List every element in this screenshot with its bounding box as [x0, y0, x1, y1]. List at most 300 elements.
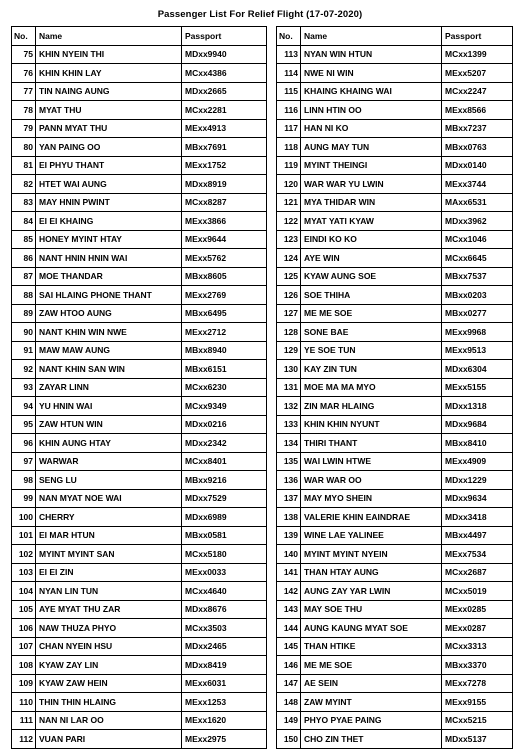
passenger-number: 90: [12, 323, 36, 342]
passenger-name: MYAT THU: [36, 101, 182, 120]
passport-number: MCxx5180: [182, 545, 267, 564]
passenger-number: 93: [12, 378, 36, 397]
passport-number: MExx9155: [442, 693, 513, 712]
passenger-name: THAN HTIKE: [301, 637, 442, 656]
passenger-name: EINDI KO KO: [301, 230, 442, 249]
passport-number: MBxx4497: [442, 526, 513, 545]
table-row: [12, 415, 267, 434]
passenger-number: 110: [12, 693, 36, 712]
passenger-number: 86: [12, 249, 36, 268]
passport-number: MBxx7237: [442, 119, 513, 138]
passport-number: MDxx5137: [442, 730, 513, 749]
passport-number: MExx9513: [442, 341, 513, 360]
passport-number: MCxx2281: [182, 101, 267, 120]
table-row: [12, 101, 267, 120]
passenger-name: THAN HTAY AUNG: [301, 563, 442, 582]
passport-number: MCxx1399: [442, 45, 513, 64]
table-header-row: [12, 27, 267, 46]
passenger-number: 89: [12, 304, 36, 323]
passenger-name: YE SOE TUN: [301, 341, 442, 360]
passenger-name: ME ME SOE: [301, 304, 442, 323]
table-row: [12, 637, 267, 656]
table-row: [12, 434, 267, 453]
passport-number: MDxx9684: [442, 415, 513, 434]
passport-number: MCxx3313: [442, 637, 513, 656]
passenger-name: AE SEIN: [301, 674, 442, 693]
passenger-name: MYA THIDAR WIN: [301, 193, 442, 212]
passport-number: MCxx3503: [182, 619, 267, 638]
passenger-number: 149: [277, 711, 301, 730]
passenger-name: SOE THIHA: [301, 286, 442, 305]
passport-number: MExx0033: [182, 563, 267, 582]
passport-number: MBxx7691: [182, 138, 267, 157]
passenger-name: KYAW ZAW HEIN: [36, 674, 182, 693]
passenger-name: WAR WAR OO: [301, 471, 442, 490]
header-name: Name: [36, 27, 182, 46]
passenger-name: YU HNIN WAI: [36, 397, 182, 416]
passenger-number: 106: [12, 619, 36, 638]
passenger-name: KHAING KHAING WAI: [301, 82, 442, 101]
passenger-number: 137: [277, 489, 301, 508]
passport-number: MCxx1046: [442, 230, 513, 249]
passenger-number: 104: [12, 582, 36, 601]
passenger-name: YAN PAING OO: [36, 138, 182, 157]
passenger-number: 100: [12, 508, 36, 527]
table-row: [277, 471, 513, 490]
passenger-number: 98: [12, 471, 36, 490]
passport-number: MExx7278: [442, 674, 513, 693]
table-row: [12, 341, 267, 360]
header-no: No.: [277, 27, 301, 46]
table-row: [277, 656, 513, 675]
passenger-number: 83: [12, 193, 36, 212]
table-row: [12, 286, 267, 305]
passenger-number: 97: [12, 452, 36, 471]
passenger-name: AYE WIN: [301, 249, 442, 268]
passenger-number: 123: [277, 230, 301, 249]
table-row: [12, 360, 267, 379]
table-row: [12, 563, 267, 582]
passport-number: MBxx7537: [442, 267, 513, 286]
table-row: [12, 693, 267, 712]
passenger-number: 127: [277, 304, 301, 323]
header-name: Name: [301, 27, 442, 46]
passport-number: MCxx8287: [182, 193, 267, 212]
passenger-name: WAR WAR YU LWIN: [301, 175, 442, 194]
table-row: [12, 656, 267, 675]
passenger-number: 126: [277, 286, 301, 305]
table-row: [277, 45, 513, 64]
table-row: [277, 156, 513, 175]
passenger-number: 79: [12, 119, 36, 138]
passenger-name: NAN MYAT NOE WAI: [36, 489, 182, 508]
table-row: [277, 397, 513, 416]
passenger-number: 105: [12, 600, 36, 619]
passport-number: MDxx8919: [182, 175, 267, 194]
header-passport: Passport: [442, 27, 513, 46]
passport-number: MExx0285: [442, 600, 513, 619]
passenger-number: 120: [277, 175, 301, 194]
passport-number: MExx4909: [442, 452, 513, 471]
passenger-number: 108: [12, 656, 36, 675]
passenger-name: VALERIE KHIN EAINDRAE: [301, 508, 442, 527]
passenger-name: KYAW AUNG SOE: [301, 267, 442, 286]
passenger-number: 80: [12, 138, 36, 157]
table-row: [277, 193, 513, 212]
passport-number: MCxx4640: [182, 582, 267, 601]
table-row: [277, 360, 513, 379]
passenger-table-right: [276, 26, 513, 749]
table-row: [12, 175, 267, 194]
table-row: [277, 508, 513, 527]
passenger-name: KHIN KHIN NYUNT: [301, 415, 442, 434]
passenger-name: NANT HNIN HNIN WAI: [36, 249, 182, 268]
passport-number: MExx9968: [442, 323, 513, 342]
table-row: [12, 397, 267, 416]
passport-number: MExx0287: [442, 619, 513, 638]
passport-number: MDxx9634: [442, 489, 513, 508]
passport-number: MExx8566: [442, 101, 513, 120]
passenger-name: KHIN AUNG HTAY: [36, 434, 182, 453]
passenger-name: WAI LWIN HTWE: [301, 452, 442, 471]
passenger-name: NYAN LIN TUN: [36, 582, 182, 601]
table-row: [277, 119, 513, 138]
passenger-number: 118: [277, 138, 301, 157]
table-row: [277, 415, 513, 434]
passport-number: MCxx9349: [182, 397, 267, 416]
table-row: [12, 674, 267, 693]
passenger-number: 141: [277, 563, 301, 582]
passport-number: MDxx0216: [182, 415, 267, 434]
table-row: [12, 156, 267, 175]
passport-number: MExx3744: [442, 175, 513, 194]
passport-number: MDxx0140: [442, 156, 513, 175]
table-row: [277, 323, 513, 342]
table-row: [12, 64, 267, 83]
passenger-name: NWE NI WIN: [301, 64, 442, 83]
passenger-name: LINN HTIN OO: [301, 101, 442, 120]
passport-number: MBxx0581: [182, 526, 267, 545]
table-row: [12, 45, 267, 64]
table-row: [277, 138, 513, 157]
passport-number: MDxx6989: [182, 508, 267, 527]
passenger-name: MAY HNIN PWINT: [36, 193, 182, 212]
passenger-name: VUAN PARI: [36, 730, 182, 749]
passenger-number: 107: [12, 637, 36, 656]
table-row: [12, 378, 267, 397]
passenger-number: 101: [12, 526, 36, 545]
passport-number: MExx7534: [442, 545, 513, 564]
passenger-name: EI EI ZIN: [36, 563, 182, 582]
passenger-name: KHIN NYEIN THI: [36, 45, 182, 64]
passenger-name: ZAYAR LINN: [36, 378, 182, 397]
passenger-number: 96: [12, 434, 36, 453]
table-row: [12, 138, 267, 157]
passport-number: MExx1620: [182, 711, 267, 730]
passenger-number: 119: [277, 156, 301, 175]
passport-number: MExx6031: [182, 674, 267, 693]
passenger-number: 124: [277, 249, 301, 268]
passport-number: MBxx6495: [182, 304, 267, 323]
passenger-name: KAY ZIN TUN: [301, 360, 442, 379]
passenger-number: 91: [12, 341, 36, 360]
passenger-number: 140: [277, 545, 301, 564]
passenger-name: NANT KHIN WIN NWE: [36, 323, 182, 342]
passport-number: MDxx3418: [442, 508, 513, 527]
passenger-number: 109: [12, 674, 36, 693]
passport-number: MDxx1318: [442, 397, 513, 416]
table-row: [277, 619, 513, 638]
passport-number: MAxx6531: [442, 193, 513, 212]
passenger-name: ZAW MYINT: [301, 693, 442, 712]
passport-number: MDxx1229: [442, 471, 513, 490]
passenger-name: THIRI THANT: [301, 434, 442, 453]
passenger-number: 133: [277, 415, 301, 434]
passport-number: MCxx2247: [442, 82, 513, 101]
table-row: [277, 286, 513, 305]
passenger-name: NYAN WIN HTUN: [301, 45, 442, 64]
table-row: [12, 323, 267, 342]
passport-number: MExx5155: [442, 378, 513, 397]
passenger-name: MAW MAW AUNG: [36, 341, 182, 360]
passenger-name: SONE BAE: [301, 323, 442, 342]
passenger-number: 85: [12, 230, 36, 249]
passport-number: MBxx8605: [182, 267, 267, 286]
passenger-name: AYE MYAT THU ZAR: [36, 600, 182, 619]
passenger-number: 134: [277, 434, 301, 453]
table-row: [277, 674, 513, 693]
table-row: [277, 378, 513, 397]
passport-number: MCxx6230: [182, 378, 267, 397]
passport-number: MExx2975: [182, 730, 267, 749]
table-row: [277, 267, 513, 286]
table-row: [12, 526, 267, 545]
passenger-name: KHIN KHIN LAY: [36, 64, 182, 83]
passenger-number: 114: [277, 64, 301, 83]
passenger-name: NAW THUZA PHYO: [36, 619, 182, 638]
table-row: [277, 452, 513, 471]
passenger-name: EI EI KHAING: [36, 212, 182, 231]
table-row: [12, 600, 267, 619]
passenger-name: ZAW HTUN WIN: [36, 415, 182, 434]
passenger-number: 111: [12, 711, 36, 730]
passenger-number: 117: [277, 119, 301, 138]
passenger-number: 95: [12, 415, 36, 434]
table-row: [277, 582, 513, 601]
passport-number: MDxx7529: [182, 489, 267, 508]
table-row: [12, 471, 267, 490]
header-no: No.: [12, 27, 36, 46]
passport-number: MBxx9216: [182, 471, 267, 490]
passport-number: MBxx0203: [442, 286, 513, 305]
passport-number: MCxx8401: [182, 452, 267, 471]
passenger-number: 112: [12, 730, 36, 749]
passenger-number: 132: [277, 397, 301, 416]
passenger-number: 122: [277, 212, 301, 231]
table-row: [277, 711, 513, 730]
passenger-name: CHERRY: [36, 508, 182, 527]
passenger-number: 102: [12, 545, 36, 564]
passenger-number: 130: [277, 360, 301, 379]
passenger-number: 128: [277, 323, 301, 342]
table-row: [12, 730, 267, 749]
passport-number: MBxx6151: [182, 360, 267, 379]
passport-number: MExx9644: [182, 230, 267, 249]
passenger-name: ZAW HTOO AUNG: [36, 304, 182, 323]
passport-number: MBxx0277: [442, 304, 513, 323]
passenger-number: 146: [277, 656, 301, 675]
passport-number: MBxx3370: [442, 656, 513, 675]
table-row: [12, 267, 267, 286]
passenger-name: CHAN NYEIN HSU: [36, 637, 182, 656]
passenger-name: MOE MA MA MYO: [301, 378, 442, 397]
passport-number: MDxx9940: [182, 45, 267, 64]
table-row: [12, 119, 267, 138]
table-row: [277, 212, 513, 231]
table-row: [277, 101, 513, 120]
passenger-name: HAN NI KO: [301, 119, 442, 138]
passenger-name: MYINT MYINT NYEIN: [301, 545, 442, 564]
table-row: [12, 452, 267, 471]
table-row: [12, 193, 267, 212]
table-row: [277, 64, 513, 83]
passport-number: MExx1752: [182, 156, 267, 175]
passenger-name: SAI HLAING PHONE THANT: [36, 286, 182, 305]
passport-number: MExx1253: [182, 693, 267, 712]
passenger-name: KYAW ZAY LIN: [36, 656, 182, 675]
table-row: [277, 82, 513, 101]
passport-number: MDxx2342: [182, 434, 267, 453]
passport-number: MExx4913: [182, 119, 267, 138]
passenger-number: 94: [12, 397, 36, 416]
passport-number: MExx2769: [182, 286, 267, 305]
passenger-name: NANT KHIN SAN WIN: [36, 360, 182, 379]
passenger-number: 99: [12, 489, 36, 508]
passenger-name: WINE LAE YALINEE: [301, 526, 442, 545]
passenger-number: 131: [277, 378, 301, 397]
passport-number: MBxx8410: [442, 434, 513, 453]
passenger-number: 116: [277, 101, 301, 120]
table-row: [12, 212, 267, 231]
table-row: [277, 175, 513, 194]
passenger-rows-right: [277, 45, 513, 748]
table-row: [12, 82, 267, 101]
table-row: [12, 545, 267, 564]
table-row: [277, 304, 513, 323]
passport-number: MDxx6304: [442, 360, 513, 379]
passenger-name: AUNG ZAY YAR LWIN: [301, 582, 442, 601]
table-row: [277, 526, 513, 545]
table-row: [12, 304, 267, 323]
table-row: [277, 730, 513, 749]
passenger-number: 139: [277, 526, 301, 545]
passport-number: MExx5207: [442, 64, 513, 83]
passport-number: MDxx8676: [182, 600, 267, 619]
passenger-name: MYINT THEINGI: [301, 156, 442, 175]
passenger-name: NAN NI LAR OO: [36, 711, 182, 730]
passenger-name: TIN NAING AUNG: [36, 82, 182, 101]
passport-number: MCxx2687: [442, 563, 513, 582]
passenger-number: 82: [12, 175, 36, 194]
table-row: [12, 619, 267, 638]
passenger-name: EI MAR HTUN: [36, 526, 182, 545]
table-row: [277, 434, 513, 453]
passenger-name: HONEY MYINT HTAY: [36, 230, 182, 249]
passenger-number: 145: [277, 637, 301, 656]
passport-number: MDxx8419: [182, 656, 267, 675]
table-header-row: [277, 27, 513, 46]
passport-number: MCxx5019: [442, 582, 513, 601]
passenger-number: 138: [277, 508, 301, 527]
passenger-name: AUNG MAY TUN: [301, 138, 442, 157]
passenger-number: 87: [12, 267, 36, 286]
passenger-name: CHO ZIN THET: [301, 730, 442, 749]
passenger-number: 75: [12, 45, 36, 64]
passenger-number: 84: [12, 212, 36, 231]
passport-number: MCxx6645: [442, 249, 513, 268]
passenger-number: 135: [277, 452, 301, 471]
passport-number: MBxx0763: [442, 138, 513, 157]
passport-number: MExx2712: [182, 323, 267, 342]
passenger-number: 125: [277, 267, 301, 286]
passenger-number: 121: [277, 193, 301, 212]
table-row: [277, 249, 513, 268]
passport-number: MCxx5215: [442, 711, 513, 730]
table-row: [12, 508, 267, 527]
passenger-name: EI PHYU THANT: [36, 156, 182, 175]
passenger-name: MYINT MYINT SAN: [36, 545, 182, 564]
table-row: [277, 600, 513, 619]
table-row: [277, 489, 513, 508]
table-row: [12, 230, 267, 249]
table-row: [277, 563, 513, 582]
passenger-number: 88: [12, 286, 36, 305]
passenger-number: 115: [277, 82, 301, 101]
table-row: [12, 249, 267, 268]
table-row: [277, 545, 513, 564]
passport-number: MCxx4386: [182, 64, 267, 83]
passport-number: MBxx8940: [182, 341, 267, 360]
passenger-number: 129: [277, 341, 301, 360]
passenger-number: 81: [12, 156, 36, 175]
passenger-name: SENG LU: [36, 471, 182, 490]
passenger-number: 144: [277, 619, 301, 638]
table-row: [277, 693, 513, 712]
passenger-name: ZIN MAR HLAING: [301, 397, 442, 416]
passenger-name: AUNG KAUNG MYAT SOE: [301, 619, 442, 638]
passenger-name: MAY MYO SHEIN: [301, 489, 442, 508]
passenger-name: MAY SOE THU: [301, 600, 442, 619]
passenger-number: 78: [12, 101, 36, 120]
passenger-name: THIN THIN HLAING: [36, 693, 182, 712]
passenger-name: WARWAR: [36, 452, 182, 471]
passenger-number: 77: [12, 82, 36, 101]
passenger-name: MOE THANDAR: [36, 267, 182, 286]
passenger-number: 142: [277, 582, 301, 601]
passenger-number: 76: [12, 64, 36, 83]
header-passport: Passport: [182, 27, 267, 46]
passport-number: MExx3866: [182, 212, 267, 231]
page-title: Passenger List For Relief Flight (17-07-2020): [157, 9, 363, 20]
passport-number: MDxx2465: [182, 637, 267, 656]
passenger-number: 147: [277, 674, 301, 693]
passenger-rows-left: [12, 45, 267, 748]
passenger-number: 103: [12, 563, 36, 582]
table-row: [12, 582, 267, 601]
passenger-number: 143: [277, 600, 301, 619]
passenger-name: ME ME SOE: [301, 656, 442, 675]
passport-number: MExx5762: [182, 249, 267, 268]
